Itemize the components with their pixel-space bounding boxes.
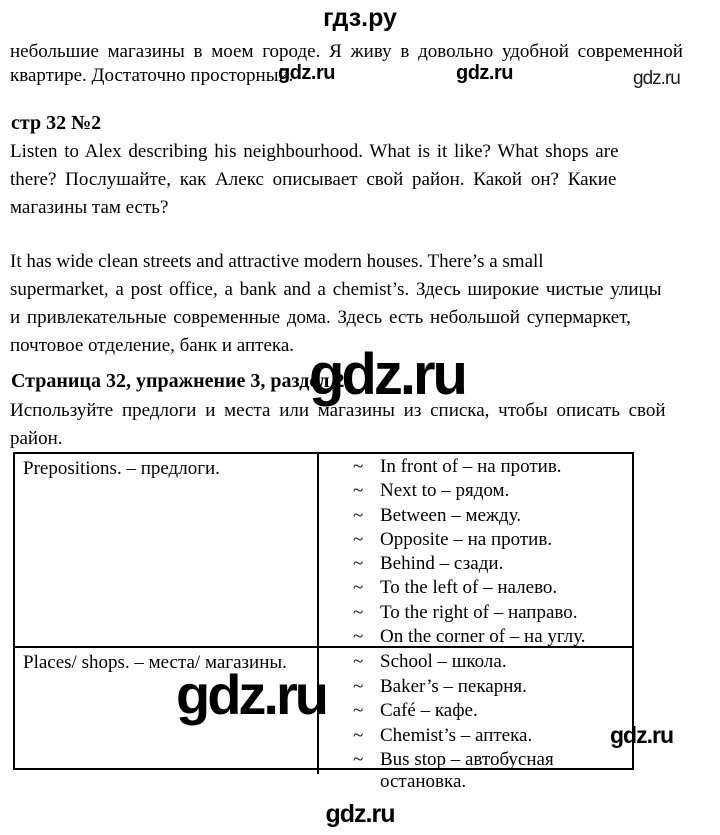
tilde-bullet: ~ [353, 749, 364, 771]
list-item [319, 553, 632, 577]
list-item [319, 529, 632, 553]
list-item [319, 480, 632, 504]
tilde-bullet: ~ [353, 504, 364, 526]
exercise2-answer-line: supermarket, a post office, a bank and a chemist’s. Здесь широкие чистые улицы [10, 279, 662, 300]
exercise2-answer-line: и привлекательные современные дома. Здесь есть небольшой супермаркет, [10, 307, 631, 328]
tilde-bullet: ~ [353, 651, 364, 672]
list-item [319, 725, 632, 750]
tilde-bullet: ~ [353, 553, 364, 575]
gdz-watermark: gdz.ru [456, 62, 513, 84]
list-item [319, 577, 632, 601]
list-item-text: Café – кафе. [380, 700, 478, 722]
exercise3-task-line: район. [10, 428, 63, 449]
exercise2-task-line: there? Послушайте, как Алекс описывает свой район. Какой он? Какие [10, 169, 617, 190]
gdz-watermark-large: gdz.ru [176, 663, 326, 726]
list-item-text: Opposite – на против. [380, 528, 553, 550]
list-item-text: Next to – рядом. [380, 480, 510, 502]
exercise2-task-line: Listen to Alex describing his neighbourhood. What is it like? What shops are [10, 141, 619, 162]
tilde-bullet: ~ [353, 528, 364, 550]
list-item-text: Behind – сзади. [380, 553, 504, 575]
list-item-text: In front of – на против. [380, 456, 562, 477]
intro-line: небольшие магазины в моем городе. Я живу в довольно удобной современной [10, 41, 683, 62]
exercise3-task-line: Используйте предлоги и места или магазины из списка, чтобы описать свой [10, 400, 666, 421]
list-item [319, 505, 632, 529]
list-item [319, 456, 632, 480]
tilde-bullet: ~ [353, 480, 364, 502]
exercise2-answer-line: It has wide clean streets and attractive modern houses. There’s a small [10, 251, 544, 272]
list-item [319, 700, 632, 725]
site-logo: гдз.ру [323, 4, 397, 32]
tilde-bullet: ~ [353, 456, 364, 477]
places-list [319, 648, 632, 793]
tilde-bullet: ~ [353, 675, 364, 697]
list-item-text: Bus stop – автобусная остановка. [380, 749, 554, 793]
exercise2-heading: стр 32 №2 [11, 112, 102, 134]
list-item-text: On the corner of – на углу. [380, 626, 586, 648]
intro-line: квартире. Достаточно просторный. [10, 65, 294, 86]
gdz-watermark-footer: gdz.ru [325, 800, 395, 828]
list-item [319, 602, 632, 626]
list-item [319, 676, 632, 701]
list-item [319, 626, 632, 650]
gdz-watermark: gdz.ru [633, 68, 680, 89]
list-item-text: To the right of – направо. [380, 601, 578, 623]
gdz-watermark: gdz.ru [278, 62, 335, 84]
exercise2-task-line: магазины там есть? [10, 197, 169, 218]
tilde-bullet: ~ [353, 601, 364, 623]
list-item-text: School – школа. [380, 651, 507, 672]
list-item-text: To the left of – налево. [380, 577, 558, 599]
list-item [319, 651, 632, 676]
gdz-watermark: gdz.ru [610, 722, 673, 748]
tilde-bullet: ~ [353, 700, 364, 722]
gdz-watermark-large: gdz.ru [309, 342, 465, 407]
list-item [319, 749, 632, 793]
table-row-label: Prepositions. – предлоги. [15, 454, 319, 648]
list-item-text: Chemist’s – аптека. [380, 724, 533, 746]
exercise2-answer-line: почтовое отделение, банк и аптека. [10, 335, 295, 356]
exercise3-heading: Страница 32, упражнение 3, раздел 2. [11, 370, 350, 392]
tilde-bullet: ~ [353, 626, 364, 648]
list-item-text: Baker’s – пекарня. [380, 675, 527, 697]
table-row-label: Places/ shops. – места/ магазины. [15, 648, 319, 774]
list-item-text: Between – между. [380, 504, 522, 526]
tilde-bullet: ~ [353, 724, 364, 746]
prepositions-list [319, 454, 632, 648]
tilde-bullet: ~ [353, 577, 364, 599]
